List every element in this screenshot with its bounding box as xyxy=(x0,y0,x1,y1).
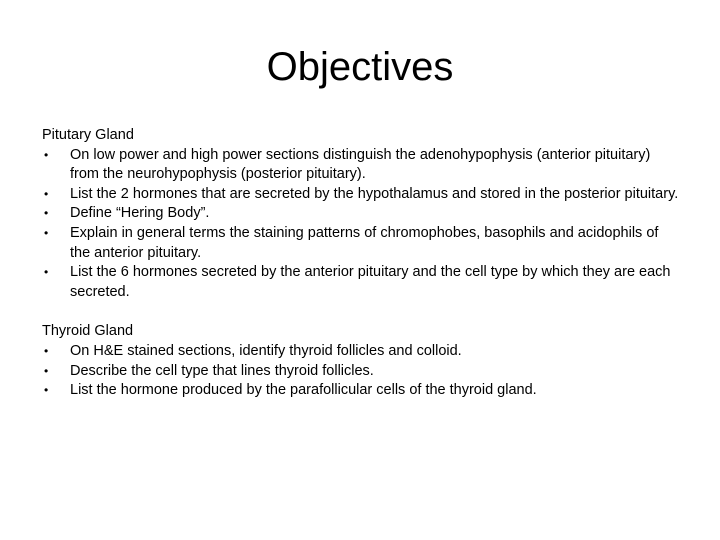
list-item xyxy=(42,146,682,185)
list-item xyxy=(42,342,682,362)
section-heading: Pitutary Gland xyxy=(42,127,134,143)
bullet-icon: • xyxy=(44,265,49,280)
bullet-icon: • xyxy=(44,225,49,240)
list-item-text: On H&E stained sections, identify thyroid follicles and colloid. xyxy=(70,342,462,359)
list-item-text: On low power and high power sections distinguish the adenohypophysis (anterior pituitary) from the neurohypophysis (posterior pituitary). xyxy=(70,146,651,183)
section-spacer xyxy=(42,302,682,322)
list-item-text: Define “Hering Body”. xyxy=(70,205,210,222)
list-item xyxy=(42,204,682,224)
list-item xyxy=(42,362,682,382)
bullet-list xyxy=(42,146,682,303)
bullet-icon: • xyxy=(44,147,49,162)
section-pituitary xyxy=(42,126,682,302)
section-thyroid xyxy=(42,322,682,400)
list-item-text: Describe the cell type that lines thyroid follicles. xyxy=(70,362,374,379)
list-item-text: List the 6 hormones secreted by the anterior pituitary and the cell type by which they are each secreted. xyxy=(70,264,671,300)
slide-title: Objectives xyxy=(266,45,454,89)
bullet-icon: • xyxy=(44,363,49,378)
list-item xyxy=(42,224,682,263)
list-item-text: List the hormone produced by the parafollicular cells of the thyroid gland. xyxy=(70,382,537,399)
bullet-icon: • xyxy=(44,343,49,358)
bullet-icon: • xyxy=(44,186,49,201)
list-item xyxy=(42,381,682,401)
list-item xyxy=(42,263,682,302)
list-item-text: List the 2 hormones that are secreted by the hypothalamus and stored in the posterior pituitary. xyxy=(70,185,679,202)
list-item xyxy=(42,185,682,205)
bullet-icon: • xyxy=(44,206,49,221)
list-item-text: Explain in general terms the staining patterns of chromophobes, basophils and acidophils of the anterior pituitary. xyxy=(70,224,659,261)
slide-content xyxy=(42,126,682,401)
section-heading: Thyroid Gland xyxy=(42,323,134,340)
bullet-icon: • xyxy=(44,383,49,398)
bullet-list xyxy=(42,342,682,401)
